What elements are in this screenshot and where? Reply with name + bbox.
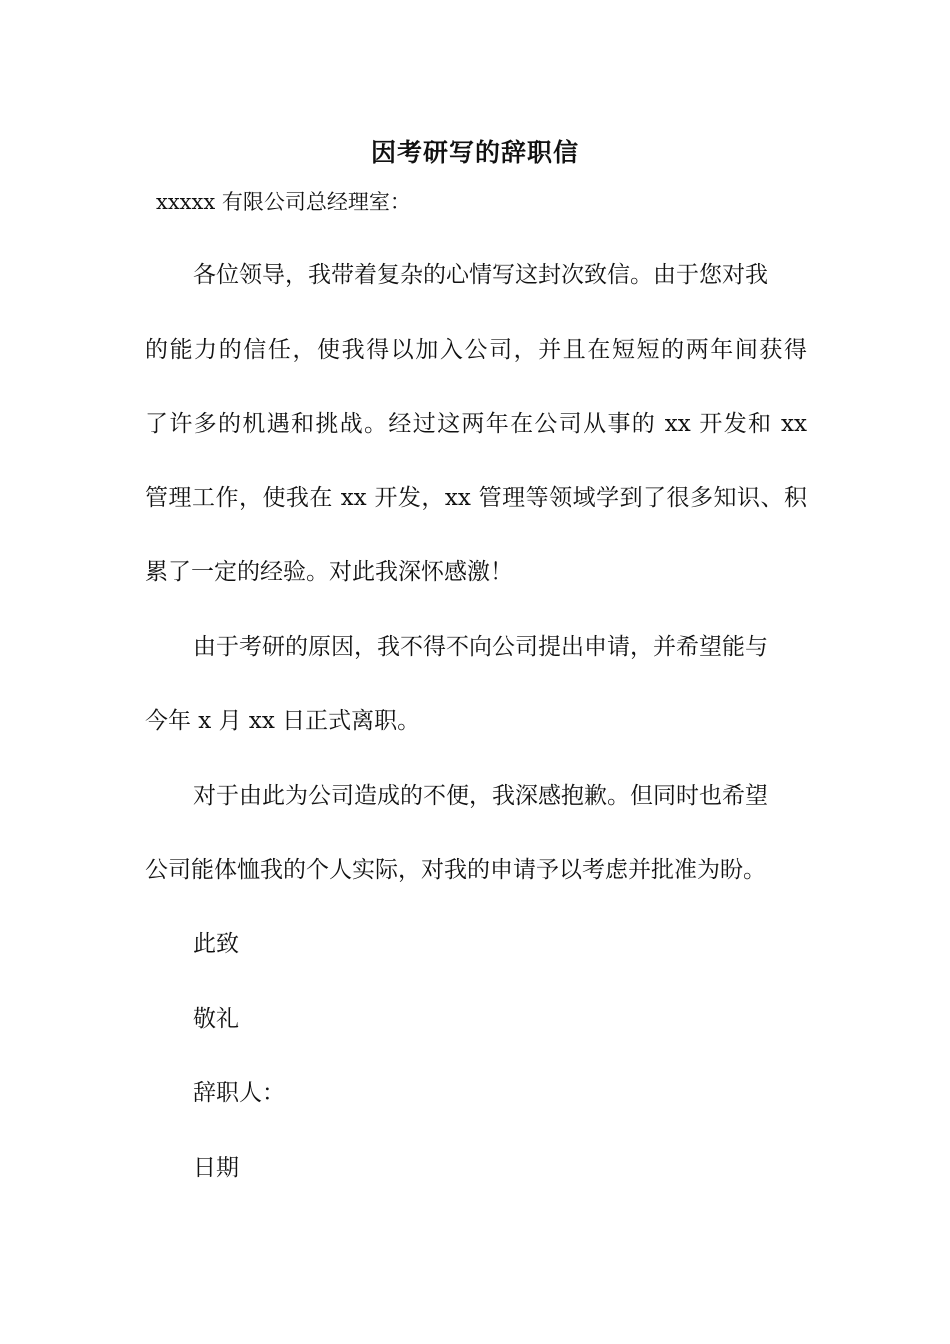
signer-label: 辞职人： (193, 1080, 285, 1106)
paragraph-2-line-1: 由于考研的原因，我不得不向公司提出申请，并希望能与 (193, 634, 768, 660)
date-label: 日期 (193, 1155, 239, 1181)
paragraph-3-line-2: 公司能体恤我的个人实际，对我的申请予以考虑并批准为盼。 (145, 857, 766, 883)
salutation: xxxxx 有限公司总经理室： (156, 190, 411, 214)
document-title: 因考研写的辞职信 (370, 138, 579, 167)
closing-regards-2: 敬礼 (193, 1006, 239, 1032)
paragraph-1-line-4: 管理工作，使我在 xx 开发，xx 管理等领域学到了很多知识、积 (145, 485, 807, 511)
closing-regards-1: 此致 (193, 931, 239, 957)
paragraph-1-line-2: 的能力的信任，使我得以加入公司，并且在短短的两年间获得 (145, 337, 807, 363)
paragraph-3-line-1: 对于由此为公司造成的不便，我深感抱歉。但同时也希望 (193, 783, 768, 809)
paragraph-1-line-1: 各位领导，我带着复杂的心情写这封次致信。由于您对我 (193, 262, 768, 288)
paragraph-2-line-2: 今年 x 月 xx 日正式离职。 (145, 708, 421, 734)
paragraph-1-line-3: 了许多的机遇和挑战。经过这两年在公司从事的 xx 开发和 xx (145, 411, 807, 437)
paragraph-1-line-5: 累了一定的经验。对此我深怀感激！ (145, 559, 513, 585)
